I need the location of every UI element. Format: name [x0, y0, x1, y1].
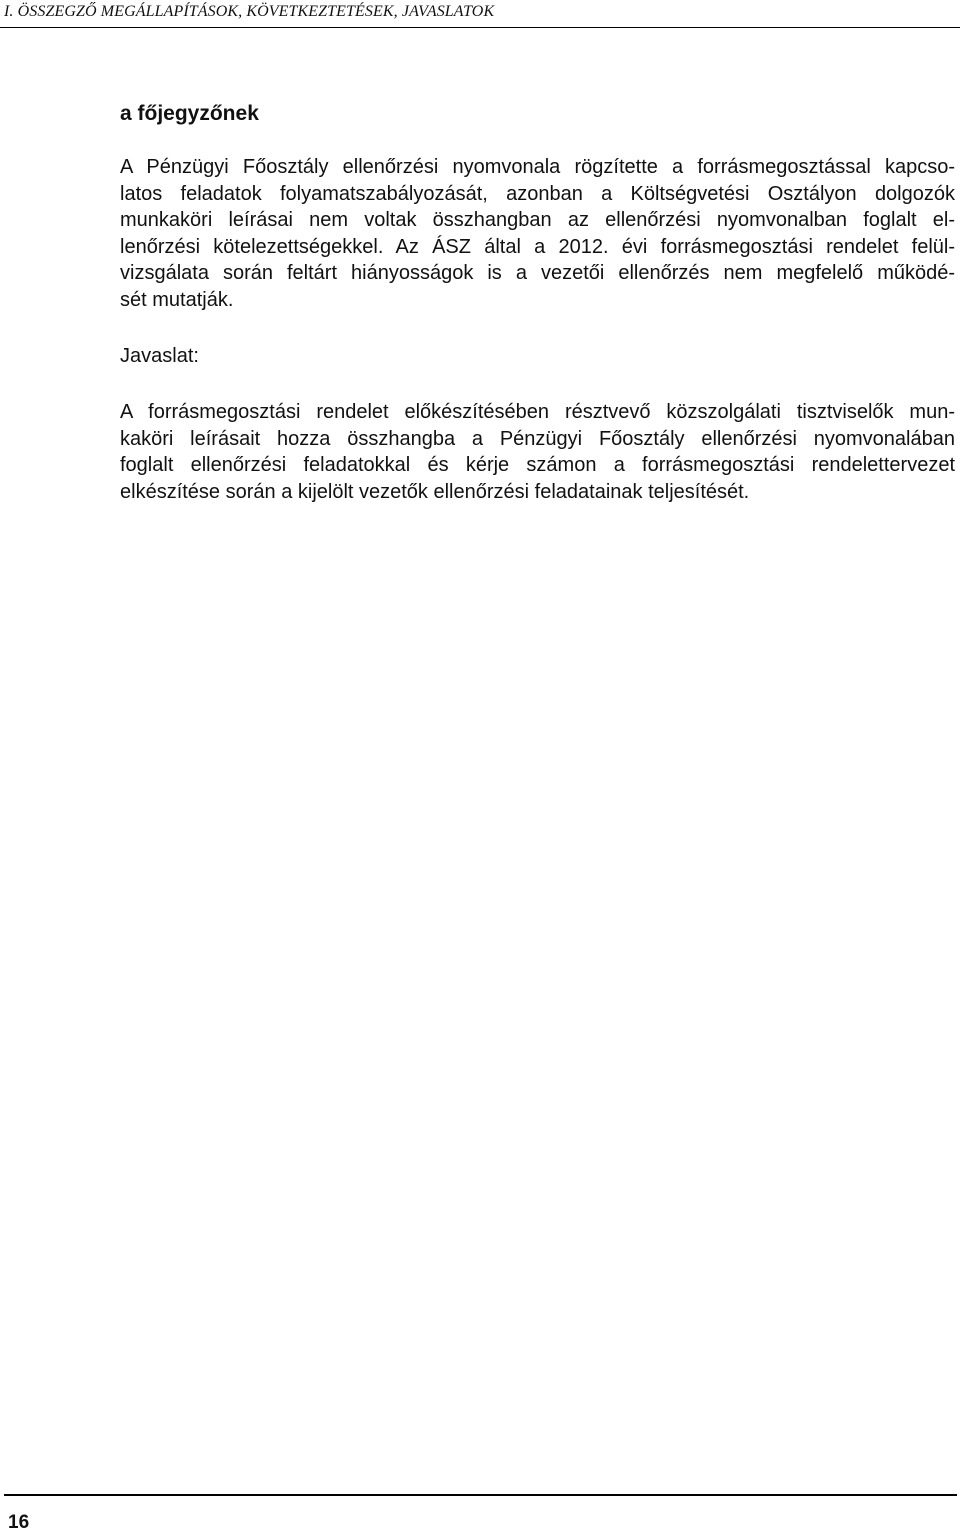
running-header: I. ÖSSZEGZŐ MEGÁLLAPÍTÁSOK, KÖVETKEZTETÉSEK, JAVASLATOK — [4, 3, 495, 20]
recommendation-paragraph — [120, 399, 955, 505]
paragraph-line: foglalt ellenőrzési feladatokkal és kérje számon a forrásmegosztási rendelettervezet — [120, 454, 955, 477]
paragraph-line: A forrásmegosztási rendelet előkészítésében résztvevő közszolgálati tisztviselők mun- — [120, 401, 955, 423]
finding-paragraph — [120, 154, 955, 313]
footer-rule — [4, 1494, 957, 1496]
page-number: 16 — [8, 1512, 30, 1533]
paragraph-line: lenőrzési kötelezettségekkel. Az ÁSZ által a 2012. évi forrásmegosztási rendelet felül- — [120, 235, 955, 258]
paragraph-line: latos feladatok folyamatszabályozását, azonban a Költségvetési Osztályon dolgozók — [120, 182, 955, 205]
header-rule — [0, 27, 960, 28]
paragraph-line: sét mutatják. — [120, 288, 234, 311]
paragraph-line: A Pénzügyi Főosztály ellenőrzési nyomvonala rögzítette a forrásmegosztással kapcso- — [120, 156, 955, 178]
paragraph-line: vizsgálata során feltárt hiányosságok is a vezetői ellenőrzés nem megfelelő működé- — [120, 262, 955, 284]
paragraph-line: kaköri leírásait hozza összhangba a Pénzügyi Főosztály ellenőrzési nyomvonalában — [120, 427, 955, 450]
paragraph-line: elkészítése során a kijelölt vezetők ellenőrzési feladatainak teljesítését. — [120, 480, 750, 503]
paragraph-line: munkaköri leírásai nem voltak összhangban az ellenőrzési nyomvonalban foglalt el- — [120, 209, 955, 231]
recommendation-label: Javaslat: — [120, 345, 199, 367]
addressee-heading: a főjegyzőnek — [120, 102, 259, 125]
